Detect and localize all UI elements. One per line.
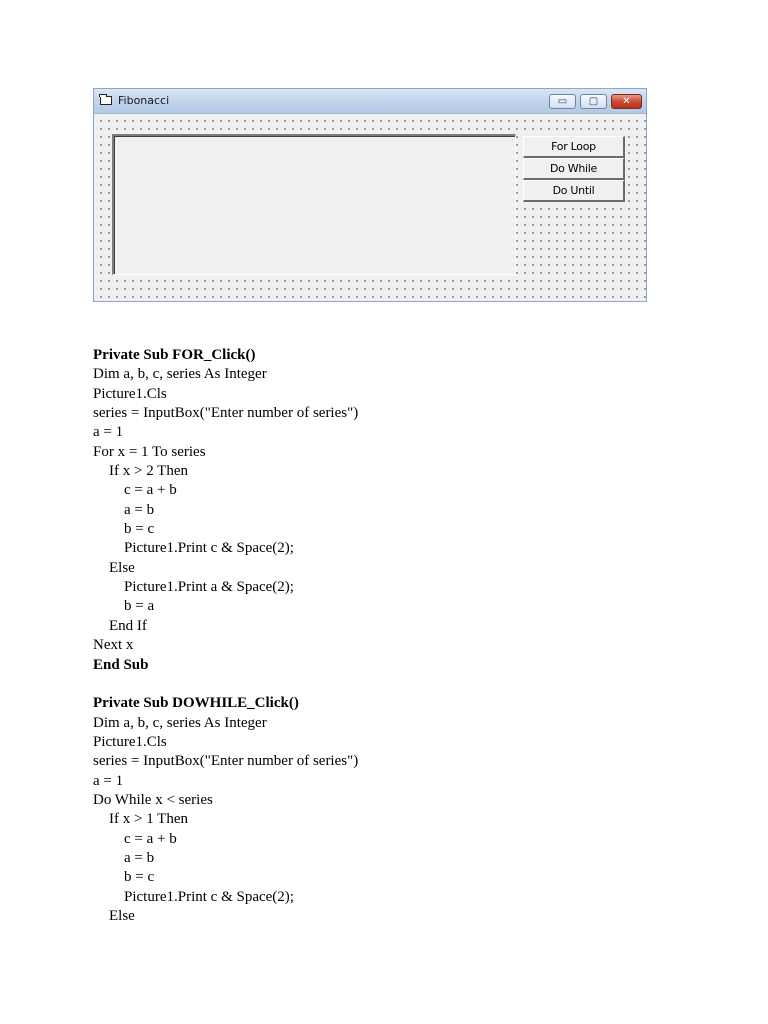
code-line: a = 1 [93, 772, 124, 789]
code-line: c = a + b [124, 830, 177, 847]
code-line: Picture1.Cls [93, 733, 167, 750]
title-bar[interactable] [94, 89, 646, 114]
code-line: Else [109, 559, 135, 576]
code-line: Do While x < series [93, 791, 213, 808]
code-line: a = b [124, 501, 155, 518]
close-icon[interactable]: ✕ [611, 94, 642, 109]
code-line: b = c [124, 521, 155, 538]
do-until-button[interactable]: Do Until [523, 180, 625, 202]
code-line: a = b [124, 849, 155, 866]
window-title: Fibonacci [118, 94, 170, 107]
code-line: Next x [93, 637, 134, 654]
code-line: b = c [124, 869, 155, 886]
code-line: End If [109, 617, 147, 634]
code-line: Picture1.Print c & Space(2); [124, 540, 294, 557]
form-window [93, 88, 647, 302]
code-line: Private Sub DOWHILE_Click() [93, 695, 299, 712]
blank-line [93, 675, 358, 694]
code-line: Else [109, 907, 135, 924]
code-line: If x > 2 Then [109, 463, 188, 480]
code-listing [93, 346, 358, 926]
code-line: a = 1 [93, 424, 124, 441]
for-click-sub [93, 346, 358, 675]
maximize-icon[interactable]: ▢ [580, 94, 607, 109]
code-line: For x = 1 To series [93, 443, 206, 460]
code-line: If x > 1 Then [109, 811, 188, 828]
form-design-grid [94, 114, 646, 301]
code-line: c = a + b [124, 482, 177, 499]
code-line: End Sub [93, 656, 149, 673]
picture-box[interactable] [112, 134, 516, 275]
code-line: Private Sub FOR_Click() [93, 347, 256, 363]
code-line: series = InputBox("Enter number of series") [93, 405, 359, 422]
code-line: Dim a, b, c, series As Integer [93, 366, 267, 383]
for-loop-button[interactable]: For Loop [523, 136, 625, 158]
dowhile-click-sub [93, 694, 358, 926]
minimize-icon[interactable]: ▭ [549, 94, 576, 109]
code-line: Picture1.Print c & Space(2); [124, 888, 294, 905]
code-line: b = a [124, 598, 155, 615]
code-line: Picture1.Print a & Space(2); [124, 579, 294, 596]
code-line: Dim a, b, c, series As Integer [93, 714, 267, 731]
do-while-button[interactable]: Do While [523, 158, 625, 180]
code-line: Picture1.Cls [93, 385, 167, 402]
form-icon [100, 96, 112, 105]
code-line: series = InputBox("Enter number of series") [93, 753, 359, 770]
